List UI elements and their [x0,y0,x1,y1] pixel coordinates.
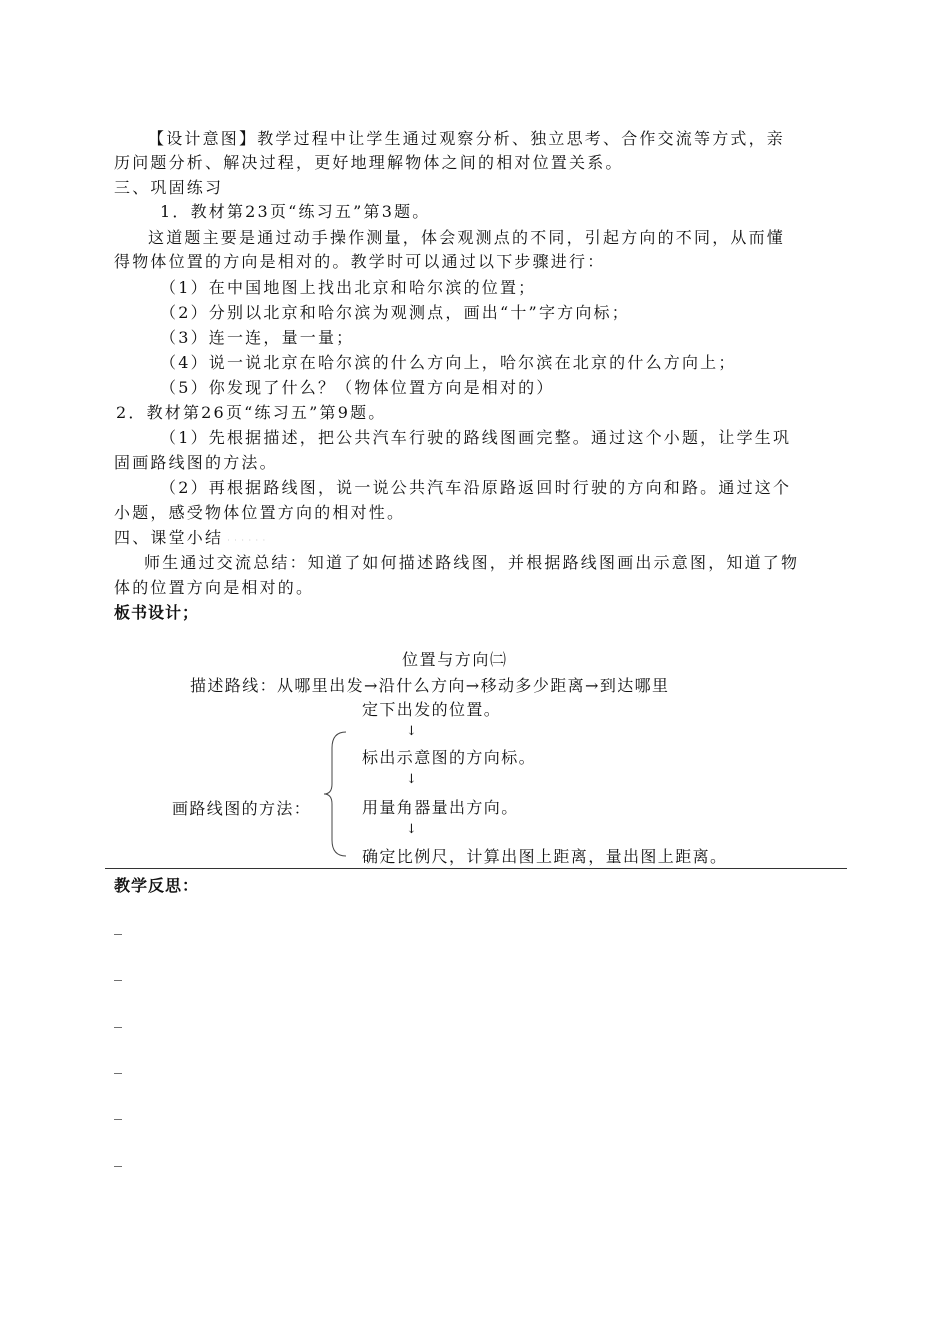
board-title: 位置与方向㈡ [402,650,508,669]
design-intent-line-1: 【设计意图】教学过程中让学生通过观察分析、独立思考、合作交流等方式，亲 [148,129,786,148]
exercise-1-desc-line-1: 这道题主要是通过动手操作测量，体会观测点的不同，引起方向的不同，从而懂 [148,228,786,247]
section-title-4 [114,526,266,553]
exercise-item-2: 2．教材第26页“练习五”第9题。 [116,403,387,422]
board-describe-route: 描述路线：从哪里出发→沿什么方向→移动多少距离→到达哪里 [190,676,670,695]
exercise-2-b-line-1: （2）再根据路线图，说一说公共汽车沿原路返回时行驶的方向和路。通过这个 [160,478,792,497]
reflection-heading: 教学反思： [114,876,200,895]
exercise-1-desc-line-2: 得物体位置的方向是相对的。教学时可以通过以下步骤进行： [114,252,606,271]
exercise-1-step-1: （1）在中国地图上找出北京和哈尔滨的位置； [160,278,537,297]
down-arrow-icon: ↓ [406,822,417,837]
summary-line-2: 体的位置方向是相对的。 [114,578,315,597]
exercise-2-a-line-2: 固画路线图的方法。 [114,453,278,472]
reflection-blank-line: _ [114,1009,122,1028]
board-method-label: 画路线图的方法： [172,799,312,818]
board-step-4: 确定比例尺，计算出图上距离，量出图上距离。 [362,847,728,866]
down-arrow-icon: ↓ [406,724,417,739]
exercise-1-step-3: （3）连一连，量一量； [160,328,355,347]
exercise-1-step-2: （2）分别以北京和哈尔滨为观测点，画出“十”字方向标； [160,303,630,322]
exercise-1-step-5: （5）你发现了什么？（物体位置方向是相对的） [160,378,555,397]
board-step-2: 标出示意图的方向标。 [362,748,537,767]
section-title-4-text: 四、课堂小结 [114,528,224,547]
down-arrow-icon: ↓ [406,772,417,787]
design-intent-line-2: 历问题分析、解决过程，更好地理解物体之间的相对位置关系。 [114,153,624,172]
board-step-3: 用量角器量出方向。 [362,798,519,817]
reflection-blank-line: _ [114,1055,122,1074]
curly-brace-icon [322,728,362,860]
reflection-blank-line: _ [114,1101,122,1120]
horizontal-rule [105,868,847,869]
exercise-1-step-4: （4）说一说北京在哈尔滨的什么方向上，哈尔滨在北京的什么方向上； [160,353,737,372]
reflection-blank-line: _ [114,916,122,935]
reflection-blank-line: _ [114,1148,122,1167]
reflection-blank-line: _ [114,962,122,981]
exercise-2-a-line-1: （1）先根据描述，把公共汽车行驶的路线图画完整。通过这个小题，让学生巩 [160,428,792,447]
summary-line-1: 师生通过交流总结：知道了如何描述路线图，并根据路线图画出示意图，知道了物 [144,553,800,572]
board-design-heading: 板书设计； [114,603,200,622]
exercise-2-b-line-2: 小题，感受物体位置方向的相对性。 [114,503,406,522]
board-step-1: 定下出发的位置。 [362,700,502,719]
exercise-item-1: 1．教材第23页“练习五”第3题。 [160,202,431,221]
watermark-smudge: · · · · · · [227,536,267,545]
section-title-3: 三、巩固练习 [114,178,224,197]
